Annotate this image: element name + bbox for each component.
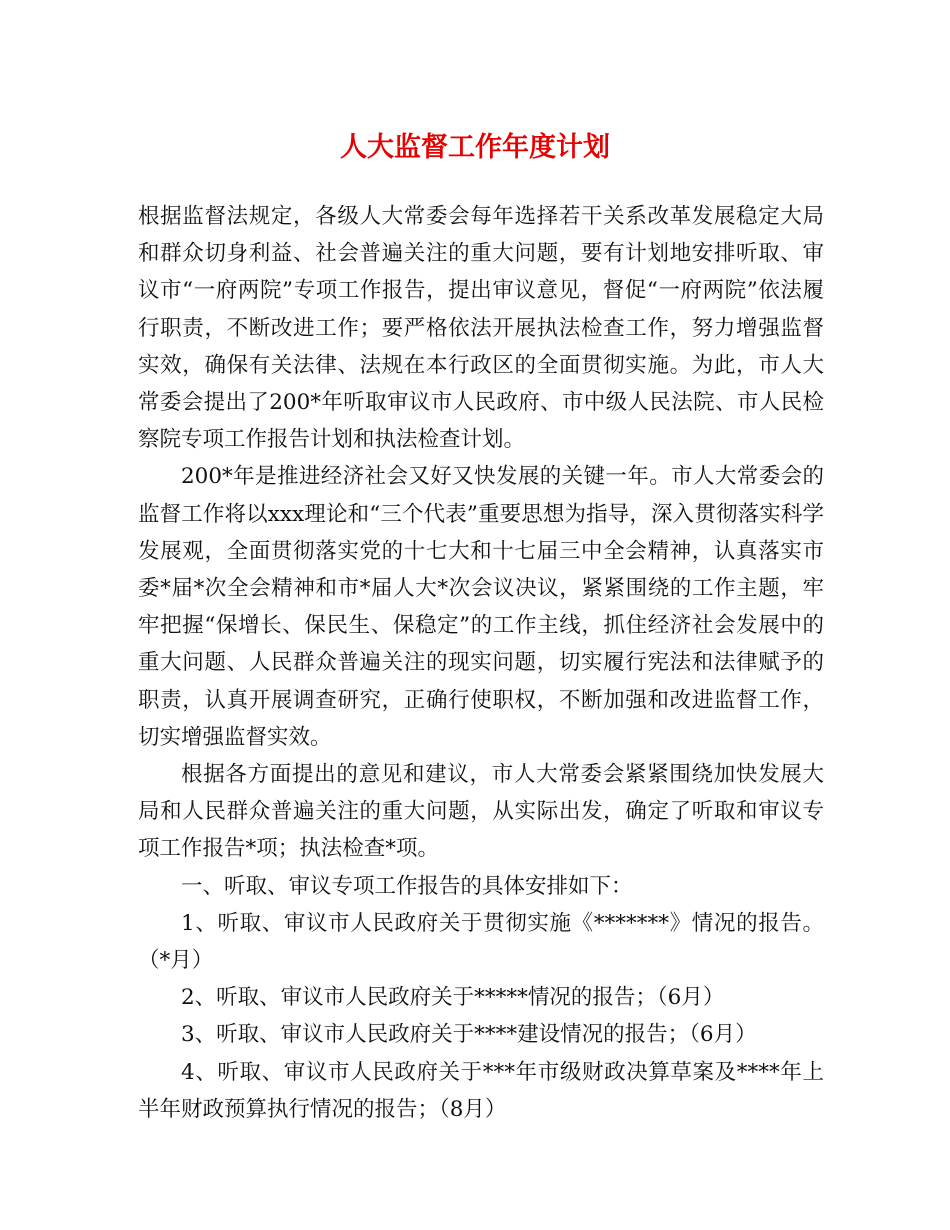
list-item-report-3: 3、听取、审议市人民政府关于****建设情况的报告；（6月） xyxy=(181,1022,757,1048)
list-item-report-1: 1、听取、审议市人民政府关于贯彻实施《*******》情况的报告。（*月） xyxy=(138,910,824,974)
paragraph-intro: 根据监督法规定，各级人大常委会每年选择若干关系改革发展稳定大局和群众切身利益、社会普遍关注的重大问题，要有计划地安排听取、审议市“一府两院”专项工作报告，提出审议意见，督促“一府两院”依法履行职责，不断改进工作；要严格依法开展执法检查工作，努力增强监督实效，确保有关法律、法规在本行政区的全面贯彻实施。为此，市人大常委会提出了200*年听取审议市人民政府、市中级人民法院、市人民检察院专项工作报告计划和执法检查计划。 xyxy=(138,204,824,453)
document-title: 人大监督工作年度计划 xyxy=(340,132,610,163)
list-item-report-4: 4、听取、审议市人民政府关于***年市级财政决算草案及****年上半年财政预算执行情况的报告；（8月） xyxy=(138,1059,824,1122)
paragraph-plan-summary: 根据各方面提出的意见和建议，市人大常委会紧紧围绕加快发展大局和人民群众普遍关注的重大问题，从实际出发，确定了听取和审议专项工作报告*项；执法检查*项。 xyxy=(138,762,824,862)
paragraph-guiding-principles: 200*年是推进经济社会又好又快发展的关键一年。市人大常委会的监督工作将以xxx理论和“三个代表”重要思想为指导，深入贯彻落实科学发展观，全面贯彻落实党的十七大和十七届三中全会精神，认真落实市委*届*次全会精神和市*届人大*次会议决议，紧紧围绕的工作主题，牢牢把握“保增长、保民生、保稳定”的工作主线，抓住经济社会发展中的重大问题、人民群众普遍关注的现实问题，切实履行宪法和法律赋予的职责，认真开展调查研究，正确行使职权，不断加强和改进监督工作，切实增强监督实效。 xyxy=(138,464,824,750)
document-body xyxy=(138,198,824,1128)
section-heading-reports: 一、听取、审议专项工作报告的具体安排如下： xyxy=(181,873,633,899)
list-item-report-2: 2、听取、审议市人民政府关于*****情况的报告；（6月） xyxy=(181,985,725,1011)
